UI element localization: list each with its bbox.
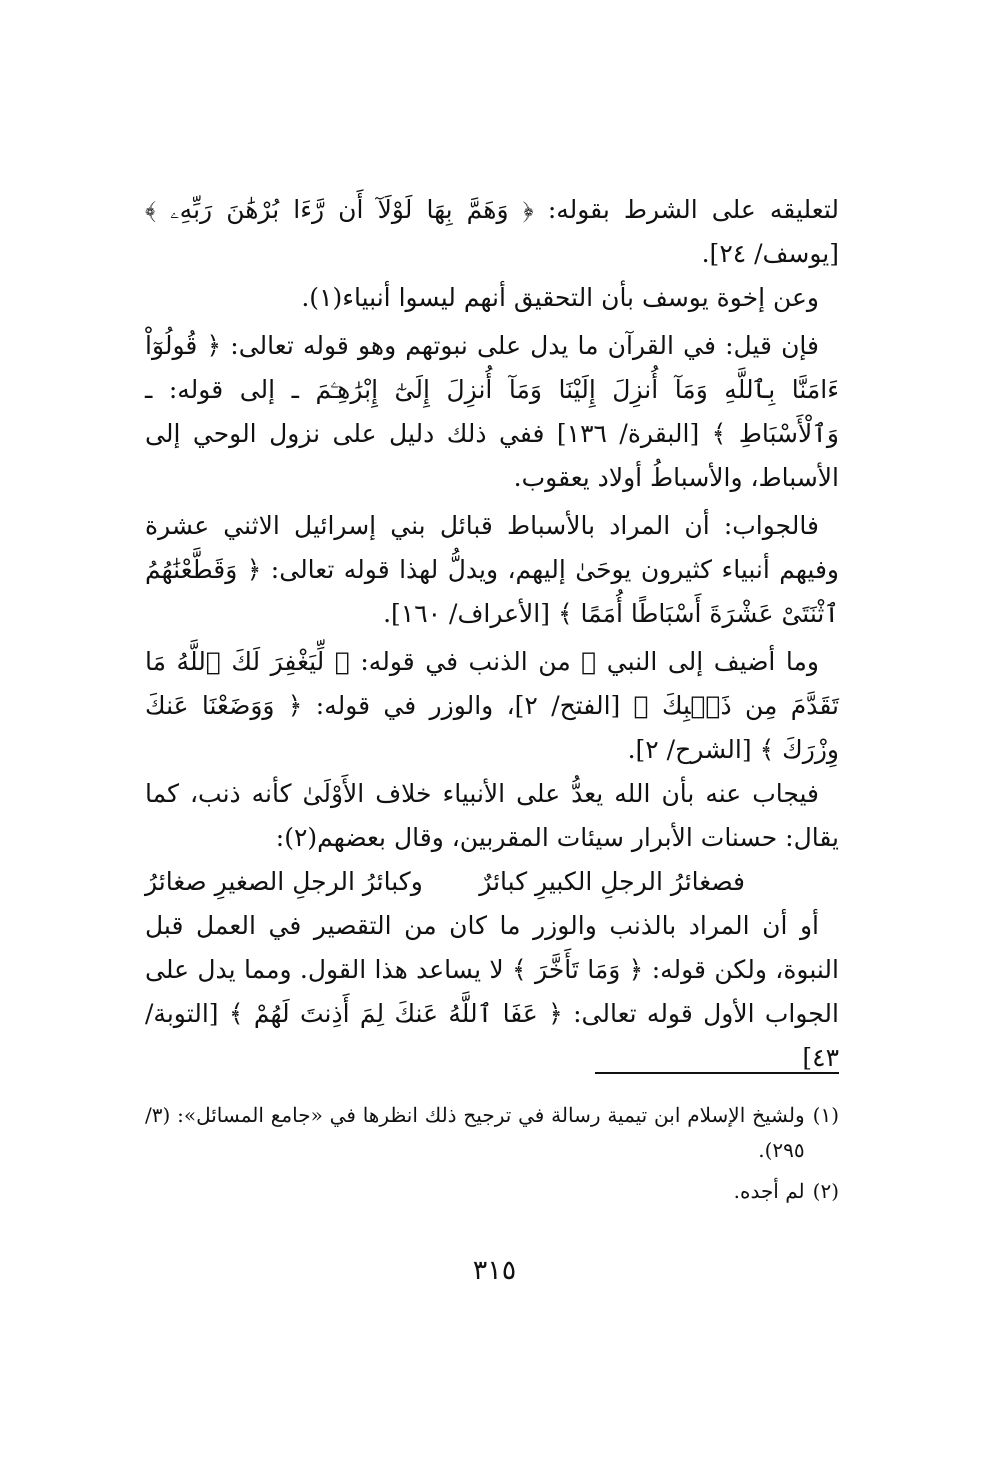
paragraph-6: فيجاب عنه بأن الله يعدُّ على الأنبياء خلاف الأَوْلَىٰ كأنه ذنب، كما يقال: حسنات الأبرار سيئات المقربين، وقال بعضهم(٢): — [145, 779, 839, 852]
footnote-text: ولشيخ الإسلام ابن تيمية رسالة في ترجيح ذلك انظرها في «جامع المسائل»: (٣/ ٢٩٥). — [145, 1103, 805, 1162]
footnote-number: (١) — [812, 1103, 839, 1127]
page-number: ٣١٥ — [472, 1255, 517, 1286]
paragraph-7: أو أن المراد بالذنب والوزر ما كان من التقصير في العمل قبل النبوة، ولكن قوله: ﴿ وَمَا تَأَخَّرَ ﴾ لا يساعد هذا القول. ومما يدل على الجواب الأول قوله تعالى: ﴿ عَفَا ٱللَّهُ عَنكَ لِمَ أَذِنتَ لَهُمْ ﴾ [التوبة/ ٤٣] — [145, 911, 839, 1072]
poetry-verse — [145, 860, 785, 904]
verse-first-hemistich: فصغائرُ الرجلِ الكبيرِ كبائرٌ — [479, 867, 745, 896]
paragraph-3: فإن قيل: في القرآن ما يدل على نبوتهم وهو قوله تعالى: ﴿ قُولُوٓاْ ءَامَنَّا بِٱللَّهِ وَمَآ أُنزِلَ إِلَيْنَا وَمَآ أُنزِلَ إِلَىٰٓ إِبْرَٰهِـۧمَ ـ إلى قوله: ـ وَٱلْأَسْبَاطِ ﴾ [البقرة/ ١٣٦] ففي ذلك دليل على نزول الوحي إلى الأسباط، والأسباطُ أولاد يعقوب. — [145, 331, 839, 492]
paragraph-4: فالجواب: أن المراد بالأسباط قبائل بني إسرائيل الاثني عشرة وفيهم أنبياء كثيرون يوحَىٰ إليهم، ويدلُّ لهذا قوله تعالى: ﴿ وَقَطَّعْنَٰهُمُ ٱثْنَتَىْ عَشْرَةَ أَسْبَاطًا أُمَمًا ﴾ [الأعراف/ ١٦٠]. — [145, 511, 839, 628]
footnote-text: لم أجده. — [733, 1179, 805, 1203]
paragraph-5: وما أضيف إلى النبي ﷺ من الذنب في قوله: ﴿ لِّيَغْفِرَ لَكَ ٱللَّهُ مَا تَقَدَّمَ مِن ذَنۢبِكَ ﴾ [الفتح/ ٢]، والوزر في قوله: ﴿ وَوَضَعْنَا عَنكَ وِزْرَكَ ﴾ [الشرح/ ٢]. — [145, 647, 839, 764]
footnote-2 — [145, 1174, 839, 1209]
paragraph-2: وعن إخوة يوسف بأن التحقيق أنهم ليسوا أنبياء(١). — [301, 283, 819, 312]
paragraph-1: لتعليقه على الشرط بقوله: ﴿ وَهَمَّ بِهَا لَوْلَآ أَن رَّءَا بُرْهَٰنَ رَبِّهِۦ ﴾ [يوسف/ ٢٤]. — [145, 195, 839, 268]
footnote-1 — [145, 1098, 839, 1168]
main-text — [145, 188, 839, 1080]
footnote-number: (٢) — [812, 1179, 839, 1203]
footnote-divider — [595, 1072, 839, 1074]
verse-second-hemistich: وكبائرُ الرجلِ الصغيرِ صغائرُ — [145, 867, 423, 896]
footnotes — [145, 1098, 839, 1215]
